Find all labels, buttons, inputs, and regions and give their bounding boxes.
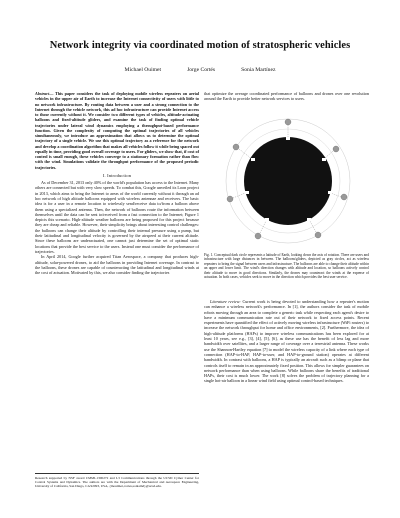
author-list (0, 67, 400, 73)
vehicle-marker (285, 119, 291, 125)
paragraph-text: Current work is being devoted to understanding how a repeater's motion can enhance a wireless network's performance. In [1], the authors consider the task of mobile robots moving through an area to complete a generic task while respecting each agent's desire to have a minimum communication rate out of their network to fixed access points. Recent experiments have quantified the effect of actively moving wireless infrastructure (WiFi routers) to increase the network throughput for home and office environments, [2]. Furthermore, the idea of high-altitude platforms (HAPs) to improve wireless communications has been explored for at least 10 years, see e.g., [3], [4], [5], [6], as these use has the benefit of less lag and more bandwidth over satellites, and a larger range of coverage over a terrestrial antenna. These works use the Shannon-Hartley equation [7] to model the wireless capacity of a link where each type of connection (HAP-to-HAP, HAP-to-user, and HAP-to-ground station) operates at different bandwidth. In contrast with balloons, a HAP is typically an aircraft such as a blimp or plane that controls itself to remain in an approximately fixed position. This allows for simpler guarantees on network performance than when using balloons. While balloons share the benefits of traditional HAPs, their cost is much lower. The work [8] solves the problem of trajectory planning for a single hot-air balloon in a linear wind field using optimal control-based techniques. (204, 299, 370, 384)
vehicle-marker (233, 144, 239, 150)
figure-1-illustration (214, 113, 362, 248)
section-heading: I. Introduction (102, 172, 132, 178)
paragraph: that optimize the average coordinated performance of balloons and drones over one revolution around the Earth to provide better network services to users. (204, 91, 369, 102)
user-marker (322, 158, 326, 161)
paper-title: Network integrity via coordinated motion of stratospheric vehicles (49, 40, 351, 51)
user-marker (265, 218, 269, 221)
abstract (35, 91, 199, 170)
abstract-text: — This paper considers the task of deploying mobile wireless repeaters on aerial vehicles in the upper air of Earth to increase the Internet connectivity of users with little to no network infrastructure. By routing data between a user and a strong connection to the Internet through the vehicle network, this ad hoc infrastructure can provide Internet access to those currently without it. We consider two different types of vehicles, altitude-actuating balloons and fixed-altitude gliders, and examine the task of finding optimal vehicle trajectories under lateral wind dynamics employing a throughput-based performance function. Given the complexity of computing the optimal trajectories of all vehicles simultaneously, we introduce an approximation that allows us to determine the optimal trajectory of a single vehicle. We use this optimal trajectory as a reference for the network and develop a coordination algorithm that makes all vehicles follow it while being spaced out equally in time, providing good overall coverage to users. For gliders, we show that, if cost of control is small enough, these vehicles converge to a stationary formation rather than flow with the wind. Simulations validate the throughput performance of the proposed periodic trajectories. (35, 91, 199, 170)
paragraph (204, 299, 369, 384)
author-name: Jorge Cortés (187, 67, 216, 73)
vehicle-marker (315, 232, 321, 238)
right-column-top (204, 91, 369, 102)
user-marker (251, 158, 255, 161)
user-marker (286, 137, 290, 140)
figure-caption: Fig. 1. Conceptual dark circle represents a latitude of Earth, looking down the axis of rotation. There are users and infrastructure with large distances in between. The balloons/gliders, depicted as gray circles, act as wireless repeaters to bring the signal between users and infrastructure. The balloons are able to change their altitude within an upper and lower limit. The wind's direction changes with altitude and location, so balloons actively control their altitude to move in good directions. Similarly, the drones may counteract the winds at the expense of actuation. In both cases, vehicles seek to move in the direction which provides the best user service. (204, 253, 369, 280)
left-column (35, 91, 199, 275)
author-name: Michael Ouimet (124, 67, 162, 73)
author-name: Sonia Martínez (241, 67, 276, 73)
earth-latitude-disc (244, 137, 332, 225)
paragraph-label: Literature review: (210, 299, 241, 304)
vehicle-marker (341, 194, 347, 200)
paragraph: As of December 31, 2013 only 40% of the world's population has access to the Internet. Many others are connected but with very slow speeds. To combat this, Google unveiled its Loon project in 2013, which aims to bring the Internet to areas of the world currently without it through an ad hoc network of high altitude balloons equipped with wireless antennae and receivers. The basic idea is for a user in a remote location to wirelessly send/receive data to/from a balloon above them using a specialized antenna. Then, the network of balloons route the information between themselves until the data can be sent to/received from a fast connection to the Internet; Figure 1 depicts this scenario. High-altitude weather balloons are being proposed for this project because they are cheap and reliable. However, their simplicity brings about interesting control challenges: the balloons can change their altitude by controlling their internal pressure using a pump, but their latitudinal and longitudinal velocity is governed by the airspeed at their current altitude. Since these balloons are underactuated, one cannot just determine the set of optimal static locations that provide the best service to the users. Instead one must consider the performance of trajectories. (35, 180, 199, 254)
user-marker (245, 191, 249, 194)
vehicle-marker (227, 196, 233, 202)
user-marker (307, 218, 311, 221)
right-column-body (204, 299, 369, 384)
vehicle-marker (255, 233, 261, 239)
footnote: Research supported by NSF award CMMI-1300272 and L3 Communications through the UCSD Cymer Center for Control Systems and Dynamics. The authors are with the Department of Mechanical and Aerospace Engineering, University of California, San Diego, CA 92093, USA, {mouimet,cortes,soniamd}@ucsd.edu. (35, 473, 199, 489)
abstract-label: Abstract (35, 91, 50, 96)
paragraph: In April 2014, Google further acquired Titan Aerospace, a company that produces high-altitude, solar-powered drones, to aid the balloons in providing Internet coverage. In contrast to the balloons, these drones are capable of counteracting the latitudinal and longitudinal winds at the cost of actuation. Motivated by this, we also consider finding the trajectories (35, 254, 199, 276)
user-marker (328, 191, 332, 194)
vehicle-marker (333, 146, 339, 152)
